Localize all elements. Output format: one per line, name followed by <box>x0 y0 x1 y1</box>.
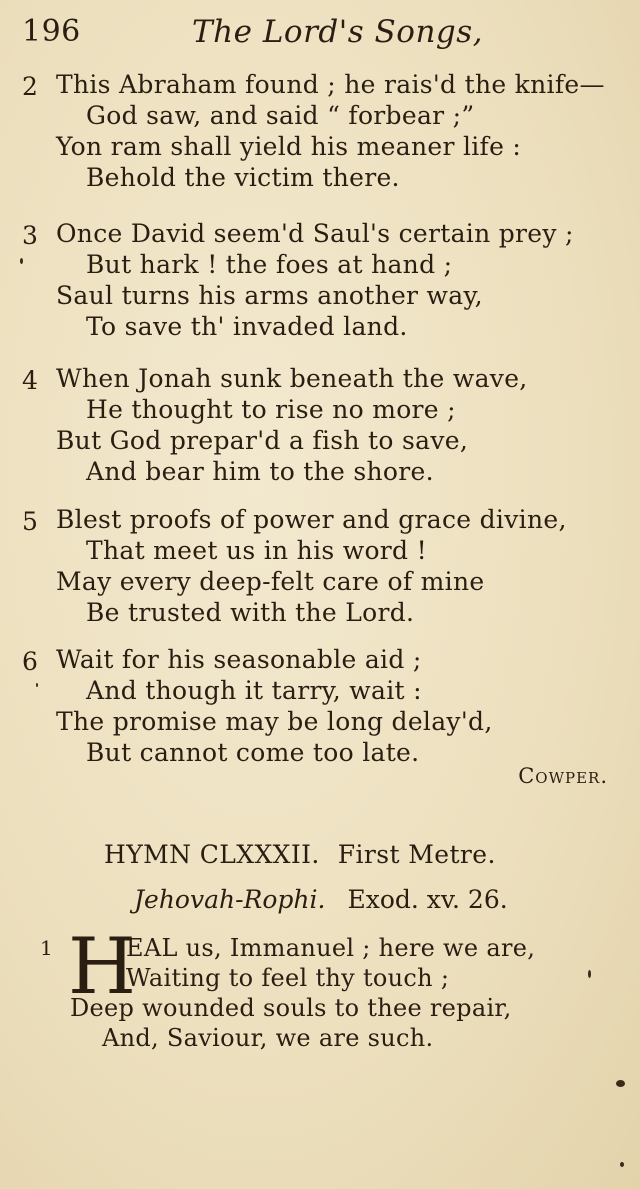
verse-line: Be trusted with the Lord. <box>86 598 415 627</box>
verse-line: But cannot come too late. <box>86 738 420 767</box>
stanza-number: 6 <box>22 647 38 676</box>
hymn-title: HYMN CLXXXII. <box>104 840 320 869</box>
verse-line: Yon ram shall yield his meaner life : <box>56 132 522 161</box>
stanza-number: 5 <box>22 507 38 536</box>
paper-speck <box>36 683 38 687</box>
hymn-heading <box>104 840 496 869</box>
verse-line: But hark ! the foes at hand ; <box>86 250 453 279</box>
page-header <box>22 14 620 58</box>
verse-line: Behold the victim there. <box>86 163 400 192</box>
verse-line: But God prepar'd a fish to save, <box>56 426 469 455</box>
scripture-reference: Exod. xv. 26. <box>347 885 508 914</box>
verse-line: He thought to rise no more ; <box>86 395 456 424</box>
paper-speck <box>588 970 591 978</box>
hymn-subtitle <box>134 885 508 914</box>
verse-line: Waiting to feel thy touch ; <box>126 964 450 992</box>
author-attribution: Cowper. <box>518 764 608 788</box>
stanza-number: 3 <box>22 221 38 250</box>
paper-speck <box>20 258 23 264</box>
hymn-metre: First Metre. <box>337 840 496 869</box>
verse-line: This Abraham found ; he rais'd the knife— <box>56 70 605 99</box>
verse-line: That meet us in his word ! <box>86 536 427 565</box>
verse-line: And though it tarry, wait : <box>86 676 422 705</box>
verse-line: The promise may be long delay'd, <box>56 707 493 736</box>
verse-line: And, Saviour, we are such. <box>102 1024 434 1052</box>
hymn-subtitle-name: Jehovah-Rophi. <box>134 885 326 914</box>
stanza-3 <box>22 219 612 343</box>
verse-line: Deep wounded souls to thee repair, <box>70 994 512 1022</box>
verse-line: To save th' invaded land. <box>86 312 408 341</box>
verse-line: May every deep-felt care of mine <box>56 567 485 596</box>
page-number: 196 <box>22 14 81 49</box>
verse-line: Saul turns his arms another way, <box>56 281 483 310</box>
stanza-4 <box>22 364 612 488</box>
running-title: The Lord's Songs, <box>192 14 484 50</box>
verse-line: Blest proofs of power and grace divine, <box>56 505 567 534</box>
paper-speck <box>620 1162 624 1167</box>
verse-line: And bear him to the shore. <box>86 457 434 486</box>
drop-cap: H <box>68 922 137 1012</box>
stanza-number: 4 <box>22 366 38 395</box>
verse-line: Once David seem'd Saul's certain prey ; <box>56 219 574 248</box>
stanza-number: 1 <box>40 936 53 960</box>
verse-line: When Jonah sunk beneath the wave, <box>56 364 528 393</box>
verse-line: Wait for his seasonable aid ; <box>56 645 422 674</box>
stanza-number: 2 <box>22 72 38 101</box>
stanza-5 <box>22 505 612 629</box>
hymn-first-stanza <box>22 922 612 1058</box>
verse-line: EAL us, Immanuel ; here we are, <box>126 934 536 962</box>
stanza-2 <box>22 70 612 194</box>
stanza-6 <box>22 645 612 769</box>
verse-line: God saw, and said “ forbear ;” <box>86 101 475 130</box>
paper-speck <box>616 1080 625 1087</box>
